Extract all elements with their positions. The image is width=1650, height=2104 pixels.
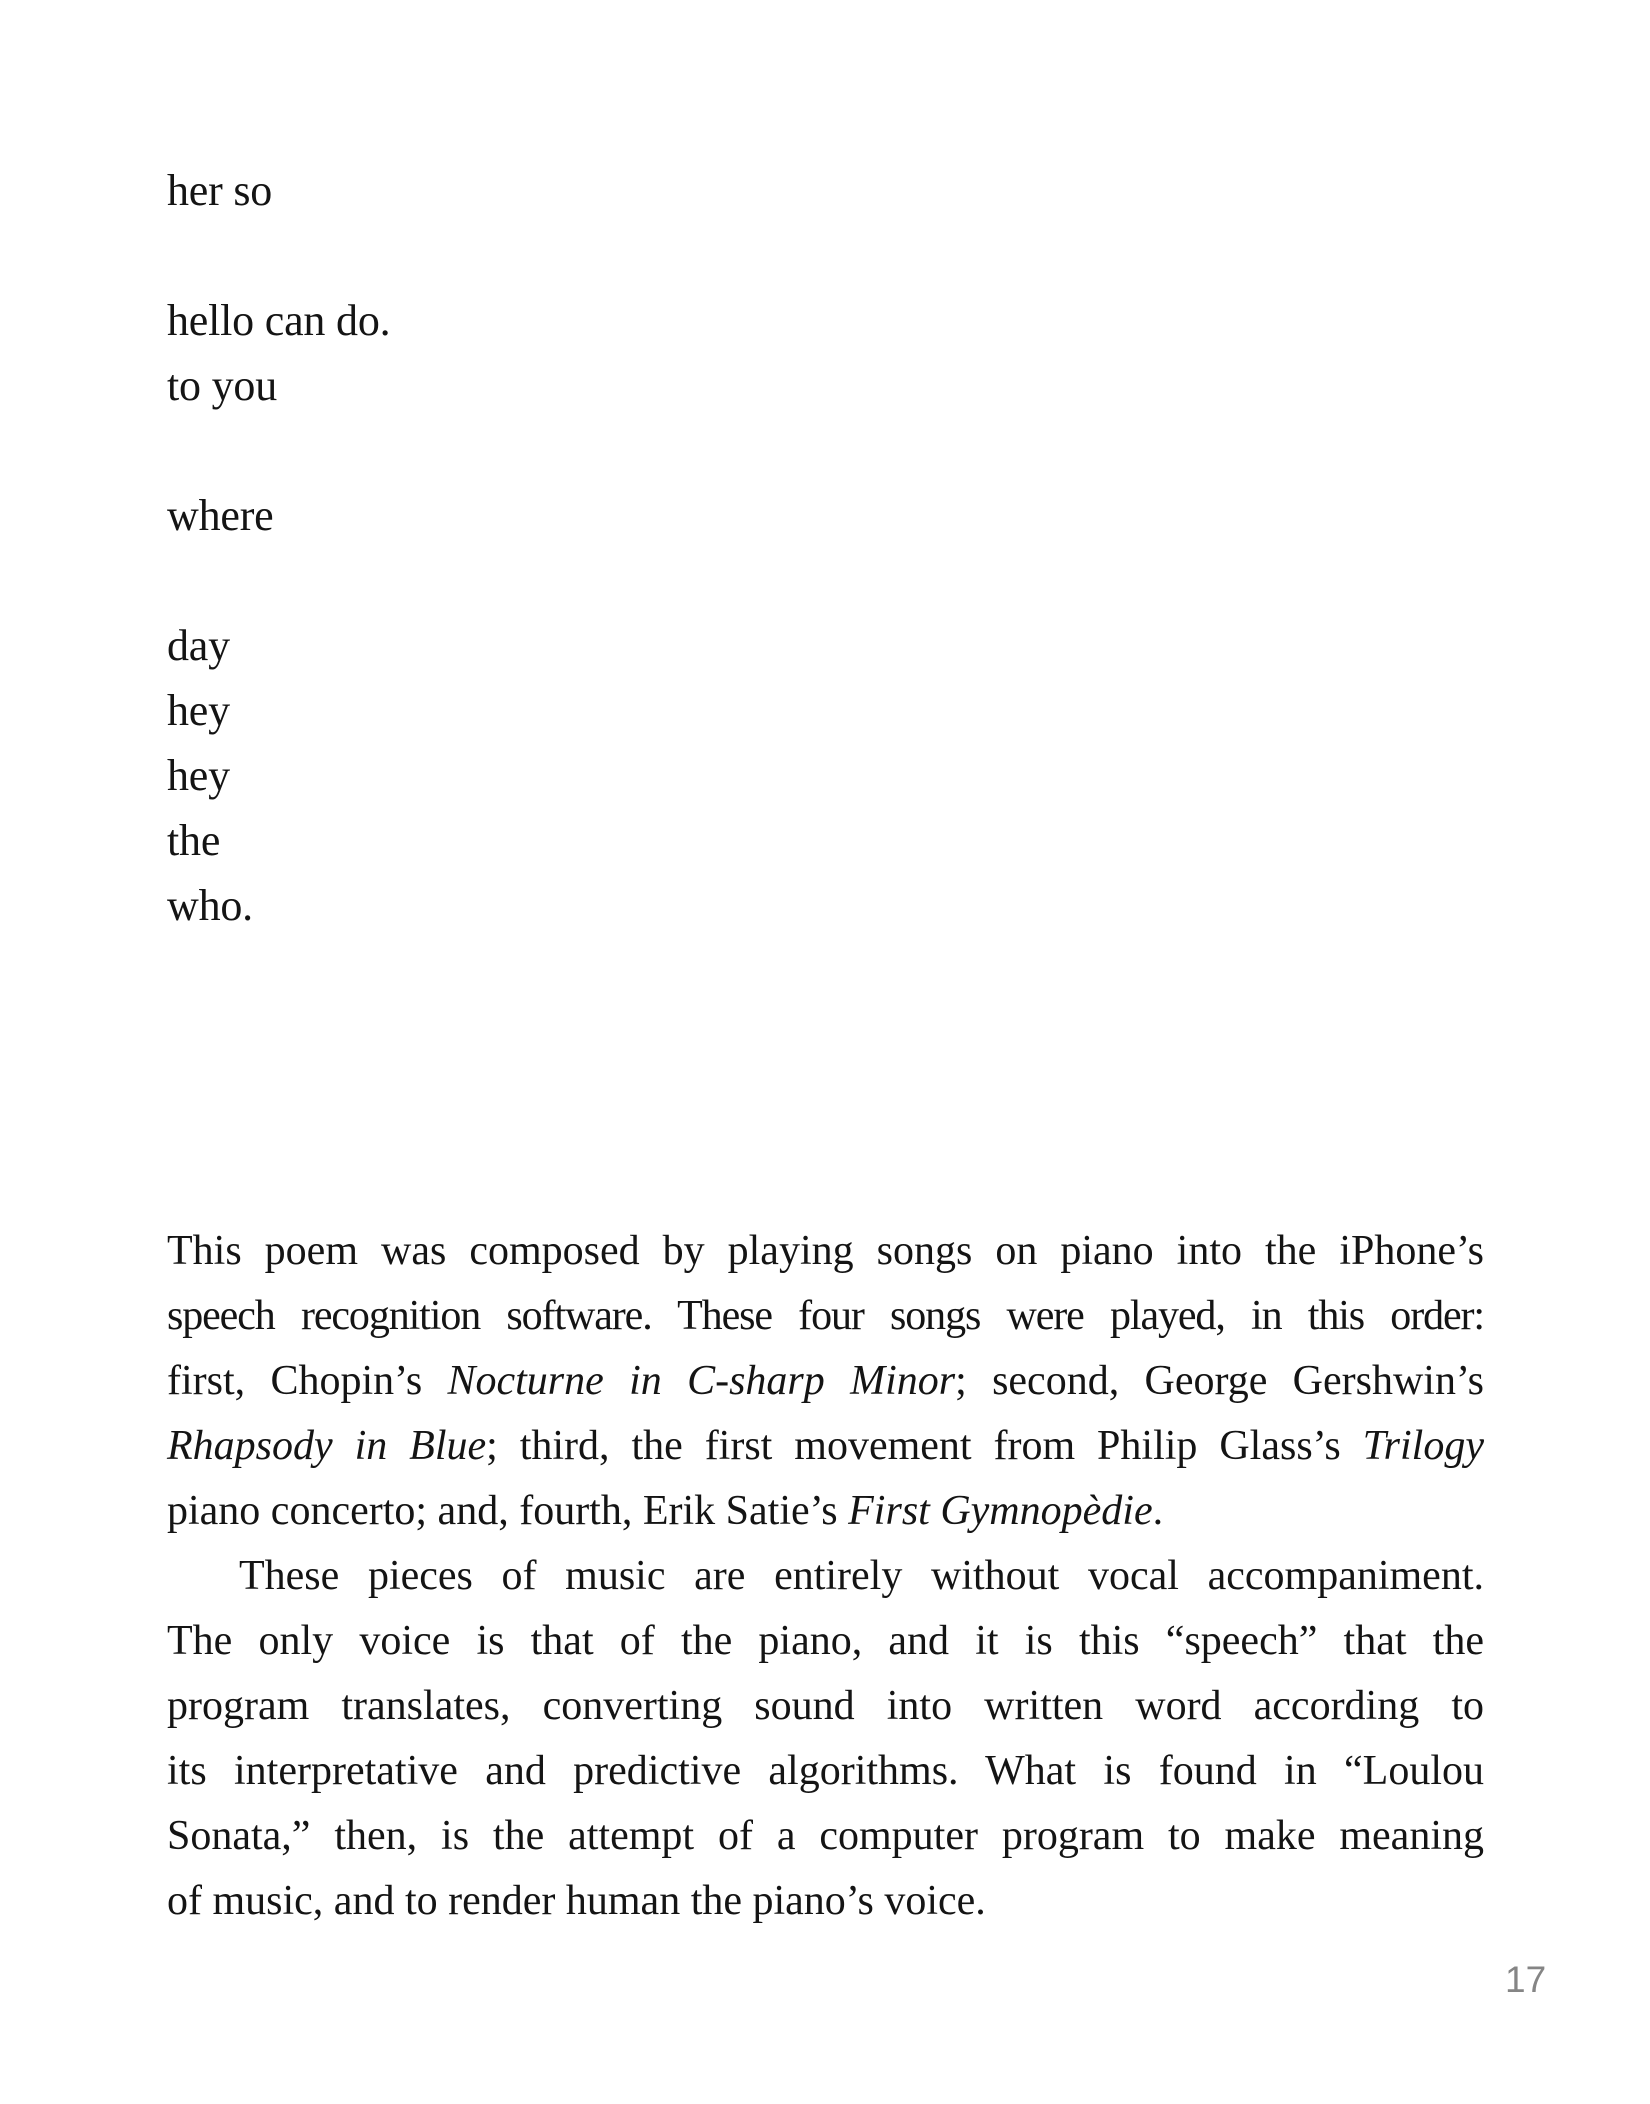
stanza-break (167, 223, 390, 288)
text-segment: These pieces of music are entirely without vocal accompaniment. (239, 1553, 1484, 1599)
work-title: First Gymnopèdie (848, 1488, 1153, 1534)
poem-line: to you (167, 361, 278, 410)
author-note (167, 1219, 1484, 1934)
note-line (167, 1284, 1484, 1349)
text-segment: first, Chopin’s (167, 1358, 448, 1404)
note-line (167, 1219, 1484, 1284)
note-paragraph (167, 1219, 1484, 1544)
page-number: 17 (1505, 1959, 1547, 2000)
note-line (167, 1544, 1484, 1609)
poem-line: the (167, 816, 221, 865)
text-segment: Sonata,” then, is the attempt of a computer program to make meaning (167, 1813, 1484, 1859)
poem-line: her so (167, 166, 273, 215)
text-segment: ; second, George Gershwin’s (955, 1358, 1484, 1404)
note-line (167, 1869, 1484, 1934)
work-title: Nocturne in C-sharp Minor (447, 1358, 956, 1404)
text-segment: . (1152, 1488, 1164, 1534)
poem-line: hey (167, 751, 230, 800)
text-segment: This poem was composed by playing songs on piano into the iPhone’s (167, 1228, 1484, 1274)
text-segment: of music, and to render human the piano’s voice. (167, 1878, 986, 1924)
poem (167, 158, 390, 938)
text-segment: piano concerto; and, fourth, Erik Satie’s (167, 1488, 849, 1534)
note-line (167, 1804, 1484, 1869)
note-paragraph (167, 1544, 1484, 1934)
note-line (167, 1674, 1484, 1739)
text-segment: The only voice is that of the piano, and it is this “speech” that the (167, 1618, 1484, 1664)
note-line (167, 1479, 1484, 1544)
poem-line: hello can do. (167, 296, 391, 345)
stanza-break (167, 548, 390, 613)
note-line (167, 1739, 1484, 1804)
note-line (167, 1349, 1484, 1414)
poem-line: day (167, 621, 230, 670)
text-segment: speech recognition software. These four songs were played, in this order: (167, 1293, 1484, 1339)
note-line (167, 1609, 1484, 1674)
work-title: Trilogy (1362, 1423, 1484, 1469)
note-line (167, 1414, 1484, 1479)
stanza-break (167, 418, 390, 483)
work-title: Rhapsody in Blue (167, 1423, 487, 1469)
text-segment: ; third, the first movement from Philip Glass’s (486, 1423, 1363, 1469)
text-segment: its interpretative and predictive algorithms. What is found in “Loulou (167, 1748, 1484, 1794)
poem-line: who. (167, 881, 253, 930)
poem-line: where (167, 491, 274, 540)
text-segment: program translates, converting sound into written word according to (167, 1683, 1484, 1729)
poem-line: hey (167, 686, 230, 735)
